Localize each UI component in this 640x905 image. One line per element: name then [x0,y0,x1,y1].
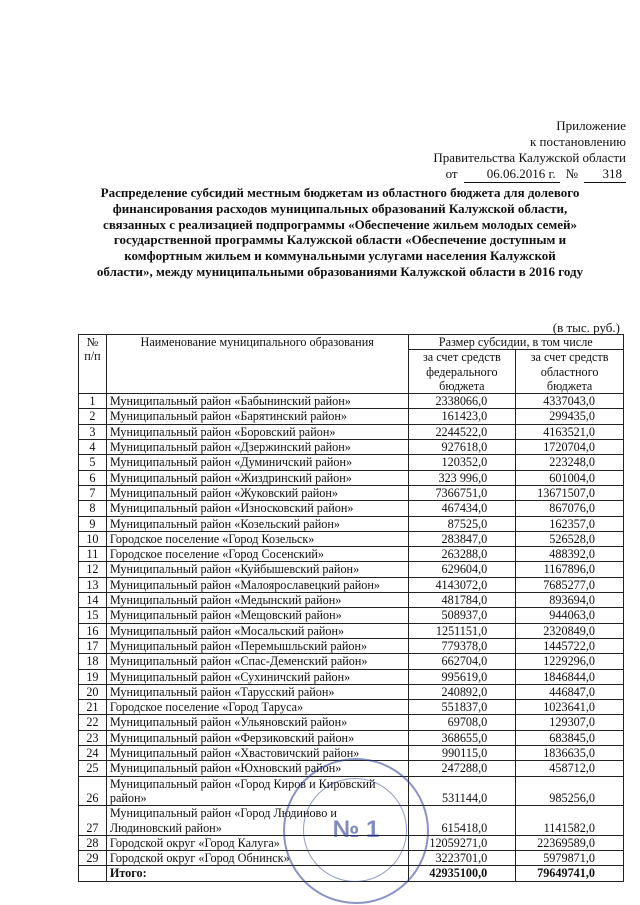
table-row [79,577,624,592]
row-federal: 779378,0 [408,638,516,653]
row-federal: 247288,0 [408,761,516,776]
row-number: 6 [79,470,107,485]
row-number: 18 [79,654,107,669]
row-regional: 526528,0 [516,531,624,546]
table-row [79,700,624,715]
header-name: Наименование муниципального образования [106,335,408,394]
row-federal: 615418,0 [408,806,516,836]
row-regional: 2320849,0 [516,623,624,638]
row-federal: 12059271,0 [408,835,516,850]
title-line: области», между муниципальными образованиями Калужской области в 2016 году [96,263,584,279]
row-regional: 1720704,0 [516,440,624,455]
row-name: Муниципальный район «Жиздринский район» [106,470,408,485]
row-federal: 508937,0 [408,608,516,623]
row-federal: 240892,0 [408,684,516,699]
table-row [79,806,624,836]
row-regional: 1445722,0 [516,638,624,653]
table-row [79,638,624,653]
row-regional: 683845,0 [516,730,624,745]
row-federal: 531144,0 [408,776,516,806]
row-number: 3 [79,424,107,439]
table-row [79,669,624,684]
row-federal: 629604,0 [408,562,516,577]
row-name: Муниципальный район «Хвастовичский район» [106,746,408,761]
row-name: Муниципальный район «Тарусский район» [106,684,408,699]
table-row [79,684,624,699]
row-number: 11 [79,547,107,562]
table-row [79,776,624,806]
row-regional: 4163521,0 [516,424,624,439]
row-name: Муниципальный район «Мещовский район» [106,608,408,623]
row-number: 19 [79,669,107,684]
row-federal: 990115,0 [408,746,516,761]
row-regional: 299435,0 [516,409,624,424]
table-row [79,424,624,439]
row-number: 5 [79,455,107,470]
row-regional: 601004,0 [516,470,624,485]
row-regional: 1846844,0 [516,669,624,684]
title-line: связанных с реализацией подпрограммы «Обеспечение жильем молодых семей» [103,216,577,232]
row-federal: 2244522,0 [408,424,516,439]
table-row [79,835,624,850]
row-federal: 995619,0 [408,669,516,684]
row-regional: 488392,0 [516,547,624,562]
row-regional: 22369589,0 [516,835,624,850]
table-row [79,761,624,776]
table-row [79,715,624,730]
row-name: Муниципальный район «Барятинский район» [106,409,408,424]
row-regional: 458712,0 [516,761,624,776]
row-number: 4 [79,440,107,455]
table-row [79,501,624,516]
row-name: Городское поселение «Город Козельск» [106,531,408,546]
table-row [79,851,624,866]
row-federal: 3223701,0 [408,851,516,866]
row-number: 15 [79,608,107,623]
row-federal: 4143072,0 [408,577,516,592]
table-row [79,593,624,608]
appendix-reference: к постановлению [529,134,626,149]
table-row [79,531,624,546]
row-name: Городское поселение «Город Сосенский» [106,547,408,562]
table-row [79,409,624,424]
header-federal: за счет средств федерального бюджета [408,350,516,394]
row-regional: 162357,0 [516,516,624,531]
row-name: Муниципальный район «Жуковский район» [106,485,408,500]
row-name: Муниципальный район «Боровский район» [106,424,408,439]
row-name: Муниципальный район «Козельский район» [106,516,408,531]
row-number: 28 [79,835,107,850]
row-federal: 467434,0 [408,501,516,516]
row-number: 16 [79,623,107,638]
total-blank [79,866,107,881]
number-label: № [565,166,578,181]
table-row [79,730,624,745]
row-number: 20 [79,684,107,699]
row-federal: 161423,0 [408,409,516,424]
row-name: Муниципальный район «Медынский район» [106,593,408,608]
header-size: Размер субсидии, в том числе [408,335,624,350]
row-name: Городской округ «Город Калуга» [106,835,408,850]
table-row [79,547,624,562]
row-federal: 69708,0 [408,715,516,730]
row-regional: 1167896,0 [516,562,624,577]
row-federal: 87525,0 [408,516,516,531]
row-name: Муниципальный район «Куйбышевский район» [106,562,408,577]
total-label: Итого: [106,866,408,881]
row-regional: 446847,0 [516,684,624,699]
table-row [79,608,624,623]
row-name: Муниципальный район «Юхновский район» [106,761,408,776]
row-number: 26 [79,776,107,806]
row-regional: 5979871,0 [516,851,624,866]
row-number: 14 [79,593,107,608]
row-federal: 323 996,0 [408,470,516,485]
row-name: Городское поселение «Город Таруса» [106,700,408,715]
row-regional: 13671507,0 [516,485,624,500]
table-row [79,654,624,669]
row-regional: 985256,0 [516,776,624,806]
row-number: 2 [79,409,107,424]
row-regional: 129307,0 [516,715,624,730]
row-regional: 4337043,0 [516,394,624,409]
row-name: Муниципальный район «Износковский район» [106,501,408,516]
table-body [79,394,624,882]
row-name: Муниципальный район «Бабынинский район» [106,394,408,409]
title-line: финансирования расходов муниципальных образований Калужской области, [112,200,568,216]
row-federal: 120352,0 [408,455,516,470]
table-row [79,746,624,761]
row-federal: 283847,0 [408,531,516,546]
table-row [79,516,624,531]
table-header-row [79,335,624,350]
from-label: от [445,166,458,181]
row-federal: 2338066,0 [408,394,516,409]
row-federal: 1251151,0 [408,623,516,638]
row-number: 29 [79,851,107,866]
row-federal: 368655,0 [408,730,516,745]
table-row [79,562,624,577]
row-regional: 893694,0 [516,593,624,608]
table-row [79,485,624,500]
table-row [79,623,624,638]
row-regional: 867076,0 [516,501,624,516]
row-number: 24 [79,746,107,761]
row-number: 10 [79,531,107,546]
row-number: 22 [79,715,107,730]
appendix-authority: Правительства Калужской области [433,150,626,165]
row-federal: 263288,0 [408,547,516,562]
row-number: 17 [79,638,107,653]
row-number: 12 [79,562,107,577]
row-name: Муниципальный район «Перемышльский район» [106,638,408,653]
row-federal: 551837,0 [408,700,516,715]
table-row [79,440,624,455]
row-name: Муниципальный район «Ульяновский район» [106,715,408,730]
row-regional: 944063,0 [516,608,624,623]
row-number: 23 [79,730,107,745]
row-name: Муниципальный район «Дзержинский район» [106,440,408,455]
row-number: 9 [79,516,107,531]
row-number: 25 [79,761,107,776]
row-regional: 223248,0 [516,455,624,470]
row-name: Городской округ «Город Обнинск» [106,851,408,866]
row-federal: 662704,0 [408,654,516,669]
row-name: Муниципальный район «Ферзиковский район» [106,730,408,745]
table-row [79,470,624,485]
row-number: 27 [79,806,107,836]
row-federal: 927618,0 [408,440,516,455]
row-number: 1 [79,394,107,409]
row-number: 7 [79,485,107,500]
row-number: 8 [79,501,107,516]
row-name: Муниципальный район «Сухиничский район» [106,669,408,684]
row-federal: 7366751,0 [408,485,516,500]
document-title [40,185,640,280]
title-line: государственной программы Калужской области «Обеспечение доступным и [113,232,567,248]
order-number: 318 [584,166,626,183]
appendix-header [433,118,626,183]
row-name: Муниципальный район «Думиничский район» [106,455,408,470]
row-name: Муниципальный район «Малоярославецкий район» [106,577,408,592]
order-date: 06.06.2016 г. [464,166,560,183]
row-regional: 7685277,0 [516,577,624,592]
row-number: 13 [79,577,107,592]
table-total-row [79,866,624,881]
unit-note: (в тыс. руб.) [552,320,620,335]
row-name: Муниципальный район «Город Киров и Кировский район» [106,776,408,806]
row-regional: 1836635,0 [516,746,624,761]
total-federal: 42935100,0 [408,866,516,881]
title-line: комфортным жильем и коммунальными услугами населения Калужской [124,248,556,264]
table-row [79,455,624,470]
appendix-title: Приложение [556,118,626,133]
row-regional: 1023641,0 [516,700,624,715]
row-name: Муниципальный район «Город Людиново и Людиновский район» [106,806,408,836]
row-number: 21 [79,700,107,715]
table-row [79,394,624,409]
total-regional: 79649741,0 [516,866,624,881]
row-name: Муниципальный район «Мосальский район» [106,623,408,638]
header-regional: за счет средств областного бюджета [516,350,624,394]
header-num: № п/п [79,335,107,394]
order-line [433,166,626,183]
row-regional: 1141582,0 [516,806,624,836]
row-regional: 1229296,0 [516,654,624,669]
subsidy-table [78,334,624,882]
row-name: Муниципальный район «Спас-Деменский район» [106,654,408,669]
stamp-number: № 1 [332,816,380,843]
row-federal: 481784,0 [408,593,516,608]
title-line: Распределение субсидий местным бюджетам из областного бюджета для долевого [100,185,580,200]
